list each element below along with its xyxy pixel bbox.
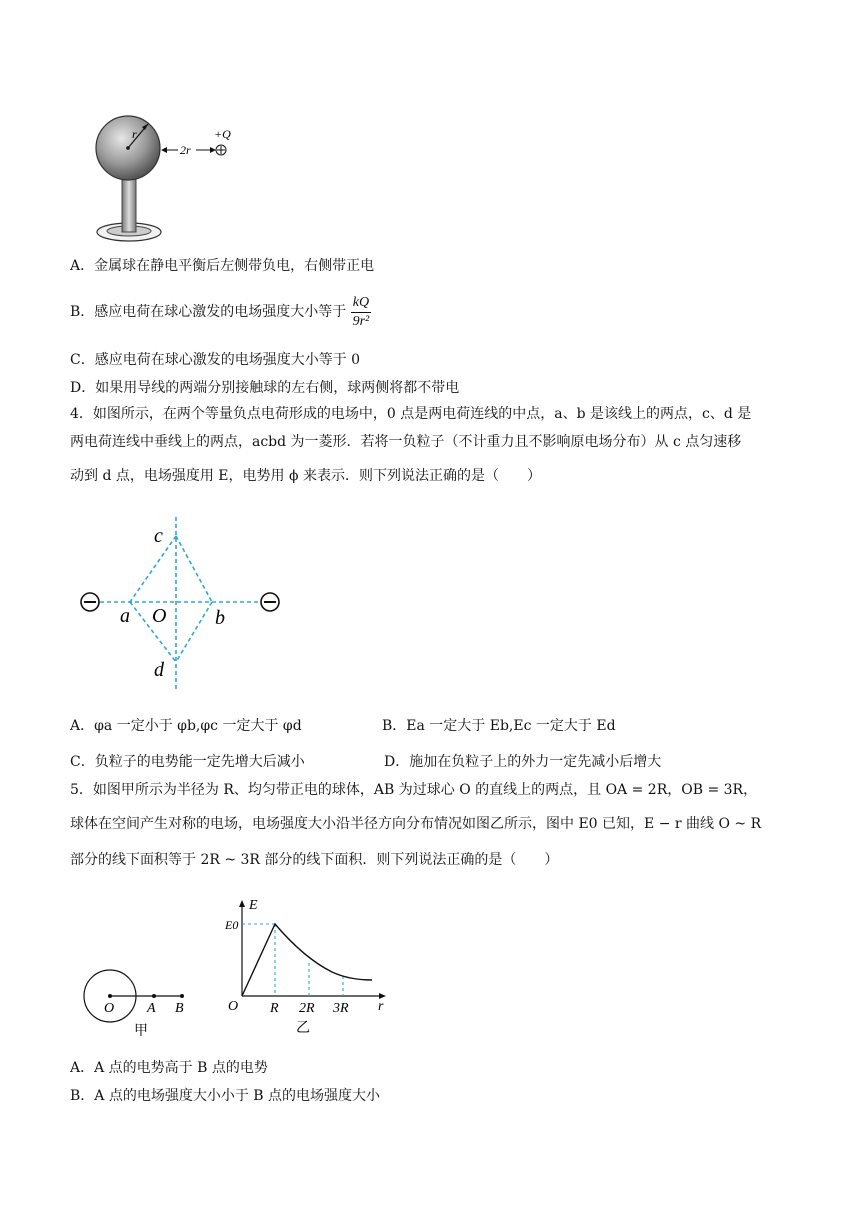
axis-label-r: r [378,999,384,1014]
q4-stem-line2: 两电荷连线中垂线上的两点，acbd 为一菱形．若将一负粒子（不计重力且不影响原电场分布）从 c 点匀速移 [70,434,742,450]
q4-option-b: B．Ea 一定大于 Eb,Ec 一定大于 Ed [382,718,616,734]
q5-option-b: B．A 点的电场强度大小小于 B 点的电场强度大小 [70,1088,381,1104]
distance-label: 2r [180,143,191,157]
label-d: d [154,659,164,681]
label-a: a [120,605,130,627]
stand-pole [122,178,136,232]
label-e0: E0 [225,918,239,932]
label-c: c [154,525,163,547]
axis-label-e: E [249,898,258,913]
sphere-figure [90,110,250,245]
q4-option-a: A．φa 一定小于 φb,φc 一定大于 φd [70,718,302,734]
q4-stem-line3: 动到 d 点，电场强度用 E，电势用 ϕ 来表示．则下列说法正确的是（ ） [70,468,541,484]
q5-stem-line3: 部分的线下面积等于 2R ~ 3R 部分的线下面积．则下列说法正确的是（ ） [70,852,559,868]
label-o: O [104,1001,115,1016]
fraction-numerator: kQ [351,294,371,313]
label-o: O [152,605,167,627]
caption-yi: 乙 [296,1021,310,1036]
q3-option-a: A．金属球在静电平衡后左侧带负电，右侧带正电 [70,258,375,274]
tick-r: R [270,1001,279,1016]
fraction [351,294,371,331]
rhombus-figure [72,512,302,692]
charge-label: +Q [214,127,231,141]
q3-option-b-text: B．感应电荷在球心激发的电场强度大小等于 [70,304,347,320]
label-o: O [228,999,239,1014]
figure-yi [222,892,392,1048]
label-b: b [215,607,225,629]
label-b: B [175,1001,184,1016]
radius-label: r [132,127,137,141]
q3-option-c: C．感应电荷在球心激发的电场强度大小等于 0 [70,352,361,368]
label-a: A [147,1001,156,1016]
caption-jia: 甲 [134,1024,148,1039]
field-curve [242,924,372,996]
figure-jia [78,960,198,1040]
q4-option-d: D．施加在负粒子上的外力一定先减小后增大 [384,754,662,770]
q5-stem-line1: 5．如图甲所示为半径为 R、均匀带正电的球体，AB 为过球心 O 的直线上的两点，且 OA = 2R，OB = 3R， [70,782,758,798]
q4-option-c: C．负粒子的电势能一定先增大后减小 [70,754,305,770]
fraction-denominator: 9r² [352,313,370,329]
q4-stem-line1: 4．如图所示，在两个等量负点电荷形成的电场中，0 点是两电荷连线的中点，a、b 是该线上的两点，c、d 是 [70,406,752,422]
q3-option-b [70,292,371,332]
q5-stem-line2: 球体在空间产生对称的电场，电场强度大小沿半径方向分布情况如图乙所示，图中 E0 已知，E − r 曲线 O ~ R [70,816,762,832]
q3-option-d: D．如果用导线的两端分别接触球的左右侧，球两侧将都不带电 [70,380,460,396]
q5-option-a: A．A 点的电势高于 B 点的电势 [70,1060,268,1076]
tick-3r: 3R [333,1001,349,1016]
tick-2r: 2R [299,1001,315,1016]
